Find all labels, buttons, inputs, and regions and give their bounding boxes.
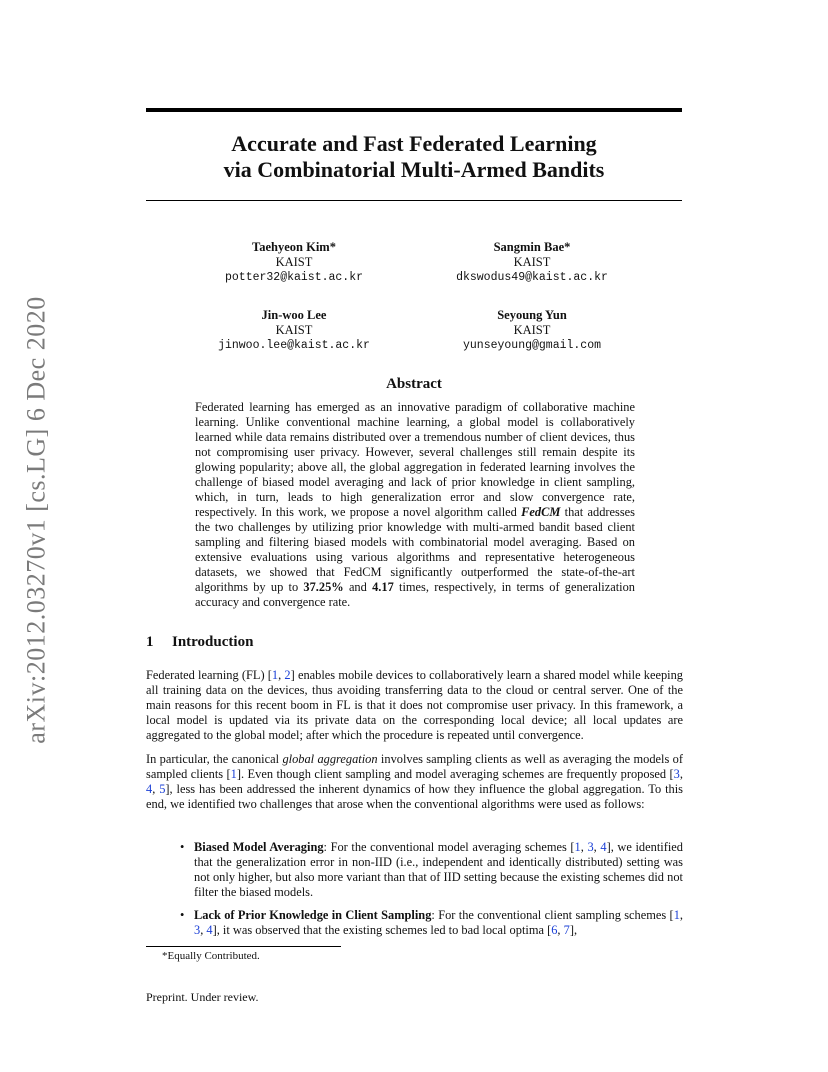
citation-link[interactable]: 4 [146, 782, 153, 796]
text-run: ] enables mobile devices to collaboratively learn a shared model while keeping all training data on the devices, thus avoiding transferring data to the cloud or central server. One of the main reasons for this recent boom in FL is that it does not compromise user privacy. In this framework, a local model is updated via its private data on the corresponding local device; all local updates are aggregated to the global model; after which the procedure is repeated until convergence. [146, 668, 683, 742]
arxiv-identifier-stamp [17, 290, 57, 750]
text-run: : For the conventional client sampling schemes [ [431, 908, 674, 922]
citation-link[interactable]: 3 [673, 767, 680, 781]
preprint-footer: Preprint. Under review. [146, 990, 259, 1004]
title-bottom-rule [146, 200, 682, 201]
citation-link[interactable]: 1 [230, 767, 237, 781]
abstract-part-2: that addresses the two challenges by utilizing prior knowledge with multi-armed bandit based client sampling and filtering biased models with combinatorial model averaging. Based on extensive evaluations using various algorithms and representative heterogeneous datasets, we showed that FedCM significantly outperformed the state-of-the-art algorithms by up to [195, 505, 635, 594]
title-top-rule [146, 108, 682, 112]
text-run: Federated learning (FL) [ [146, 668, 272, 682]
text-run: , [679, 767, 683, 781]
citation-link[interactable]: 6 [551, 923, 558, 937]
author-email[interactable]: dkswodus49@kaist.ac.kr [456, 271, 608, 284]
section-heading-introduction [146, 634, 253, 651]
text-run: ], we identified that the generalization error in non-IID (i.e., independent and identically distributed) setting was not only higher, but also more variant than that of IID setting because the existing schemes did not filter the biased models. [194, 840, 683, 899]
title-line-1: Accurate and Fast Federated Learning [231, 131, 597, 156]
author-block [174, 240, 414, 285]
citation-link[interactable]: 1 [574, 840, 581, 854]
list-item-title: Lack of Prior Knowledge in Client Sampling [194, 908, 432, 922]
author-name: Jin-woo Lee [261, 308, 327, 322]
text-run: In particular, the canonical [146, 752, 283, 766]
abstract-heading: Abstract [386, 376, 442, 392]
author-block [174, 308, 414, 353]
author-email[interactable]: potter32@kaist.ac.kr [224, 271, 364, 284]
section-number: 1 [146, 634, 154, 650]
citation-link[interactable]: 4 [600, 840, 607, 854]
text-run: involves sampling clients as well as averaging the models of sampled clients [ [146, 752, 683, 781]
section-title: Introduction [172, 634, 254, 650]
citation-link[interactable]: 4 [206, 923, 213, 937]
text-run: , [679, 908, 683, 922]
author-affiliation: KAIST [513, 323, 551, 337]
list-item [180, 840, 683, 900]
title-line-2: via Combinatorial Multi-Armed Bandits [223, 157, 605, 182]
list-item-title: Biased Model Averaging [194, 840, 324, 854]
citation-link[interactable]: 7 [563, 923, 570, 937]
text-run: ], less has been addressed the inherent dynamics of how they influence the global aggregation. To this end, we identified two challenges that arose when the conventional algorithms were used as follows: [146, 782, 683, 811]
citation-link[interactable]: 1 [271, 668, 279, 682]
author-affiliation: KAIST [275, 255, 313, 269]
abstract-part-4: times, respectively, in terms of generalization accuracy and convergence rate. [195, 580, 635, 609]
author-email[interactable]: yunseyoung@gmail.com [462, 339, 602, 352]
paper-title [146, 131, 682, 183]
author-email[interactable]: jinwoo.lee@kaist.ac.kr [218, 339, 370, 352]
citation-link[interactable]: 3 [194, 923, 201, 937]
arxiv-id-text: arXiv:2012.03270v1 [cs.LG] 6 Dec 2020 [22, 296, 52, 744]
method-name: FedCM [521, 505, 561, 519]
citation-link[interactable]: 3 [587, 840, 594, 854]
author-affiliation: KAIST [275, 323, 313, 337]
footnote-rule [146, 946, 341, 947]
text-run: ]. Even though client sampling and model averaging schemes are frequently proposed [ [236, 767, 674, 781]
text-run: , [557, 923, 564, 937]
accuracy-gain-value: 37.25% [303, 580, 344, 594]
abstract-part-1: Federated learning has emerged as an innovative paradigm of collaborative machine learning. Unlike conventional machine learning, a global model is collaboratively learned while data remains distributed over a tremendous number of client devices, thus not compromising user privacy. However, several challenges still remain despite its glowing popularity; above all, the global aggregation in federated learning involves the challenge of biased model averaging and lack of prior knowledge in client sampling, which, in turn, leads to high generalization error and slow convergence rate, respectively. In this work, we propose a novel algorithm called [195, 400, 635, 519]
footnote: *Equally Contributed. [162, 950, 260, 962]
text-run: , [152, 782, 160, 796]
text-run: , [200, 923, 207, 937]
author-name: Seyoung Yun [497, 308, 567, 322]
intro-paragraph-1 [146, 668, 683, 743]
abstract-part-3: and [348, 580, 367, 594]
text-run: ], [569, 923, 578, 937]
text-run: : For the conventional model averaging schemes [ [323, 840, 575, 854]
text-run: , [278, 668, 285, 682]
text-run: , [593, 840, 601, 854]
citation-link[interactable]: 5 [159, 782, 166, 796]
author-name: Taehyeon Kim* [252, 240, 336, 254]
emphasis-text: global aggregation [282, 752, 378, 766]
citation-link[interactable]: 2 [284, 668, 291, 682]
intro-paragraph-2 [146, 752, 683, 812]
citation-link[interactable]: 1 [673, 908, 680, 922]
author-name: Sangmin Bae* [493, 240, 571, 254]
challenge-list [180, 840, 683, 946]
text-run: ], it was observed that the existing schemes led to bad local optima [ [212, 923, 552, 937]
abstract-text [195, 400, 635, 610]
author-block [412, 240, 652, 285]
speedup-value: 4.17 [372, 580, 394, 594]
author-block [412, 308, 652, 353]
list-item [180, 908, 683, 938]
text-run: , [580, 840, 588, 854]
author-affiliation: KAIST [513, 255, 551, 269]
